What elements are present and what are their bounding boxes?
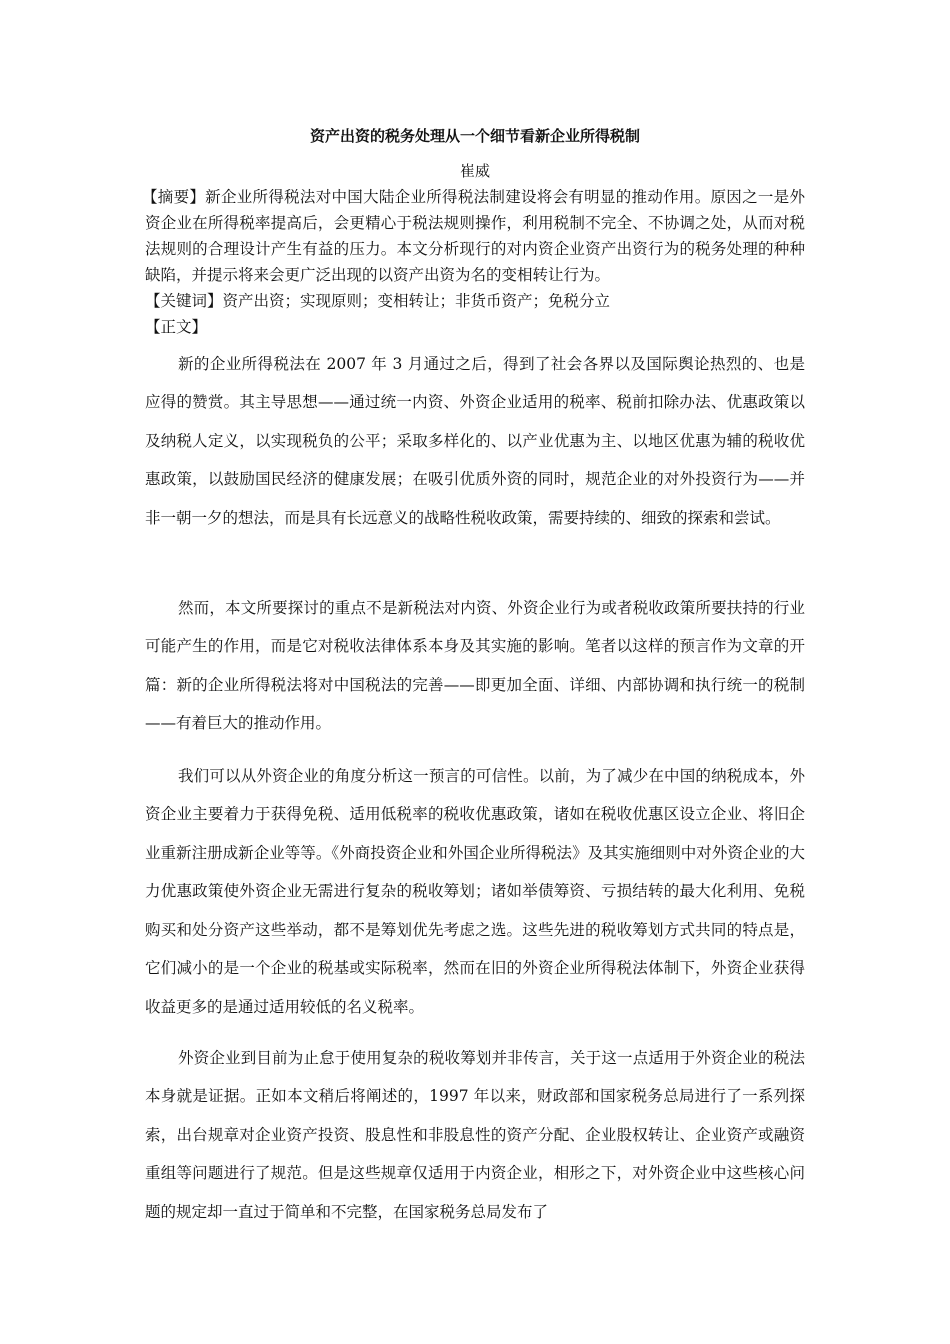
body-paragraph: 然而，本文所要探讨的重点不是新税法对内资、外资企业行为或者税收政策所要扶持的行业可能产生的作用，而是它对税收法律体系本身及其实施的影响。笔者以这样的预言作为文章的开篇：新的企业所得税法将对中国税法的完善——即更加全面、详细、内部协调和执行统一的税制——有着巨大的推动作用。: [145, 598, 805, 733]
keywords: [145, 288, 805, 314]
body-label: 【正文】: [145, 318, 208, 336]
abstract-label: 【摘要】: [142, 188, 206, 206]
document-title: 资产出资的税务处理从一个细节看新企业所得税制: [309, 127, 640, 145]
body-paragraph: 我们可以从外资企业的角度分析这一预言的可信性。以前，为了减少在中国的纳税成本，外资企业主要着力于获得免税、适用低税率的税收优惠政策，诸如在税收优惠区设立企业、将旧企业重新注册成新企业等等。《外商投资企业和外国企业所得税法》及其实施细则中对外资企业的大力优惠政策使外资企业无需进行复杂的税收筹划；诸如举债筹资、亏损结转的最大化利用、免税购买和处分资产这些举动，都不是筹划优先考虑之选。这些先进的税收筹划方式共同的特点是，它们减小的是一个企业的税基或实际税率，然而在旧的外资企业所得税法体制下，外资企业获得收益更多的是通过适用较低的名义税率。: [145, 766, 805, 1017]
keywords-label: 【关键词】: [145, 292, 223, 310]
abstract: [142, 184, 805, 288]
abstract-text: 新企业所得税法对中国大陆企业所得税法制建设将会有明显的推动作用。原因之一是外资企业在所得税率提高后，会更精心于税法规则操作，利用税制不完全、不协调之处，从而对税法规则的合理设计产生有益的压力。本文分析现行的对内资企业资产出资行为的税务处理的种种缺陷，并提示将来会更广泛出现的以资产出资为名的变相转让行为。: [145, 188, 805, 284]
body-paragraph: 新的企业所得税法在 2007 年 3 月通过之后，得到了社会各界以及国际舆论热烈的、也是应得的赞赏。其主导思想——通过统一内资、外资企业适用的税率、税前扣除办法、优惠政策以及纳税人定义，以实现税负的公平；采取多样化的、以产业优惠为主、以地区优惠为辅的税收优惠政策，以鼓励国民经济的健康发展；在吸引优质外资的同时，规范企业的对外投资行为——并非一朝一夕的想法，而是具有长远意义的战略性税收政策，需要持续的、细致的探索和尝试。: [145, 354, 805, 527]
author-name: 崔威: [459, 162, 490, 180]
keywords-text: 资产出资；实现原则；变相转让；非货币资产；免税分立: [222, 292, 611, 310]
body-paragraph: 外资企业到目前为止怠于使用复杂的税收筹划并非传言，关于这一点适用于外资企业的税法本身就是证据。正如本文稍后将阐述的，1997 年以来，财政部和国家税务总局进行了一系列探索，出台规章对企业资产投资、股息性和非股息性的资产分配、企业股权转让、企业资产或融资重组等问题进行了规范。但是这些规章仅适用于内资企业，相形之下，对外资企业中这些核心问题的规定却一直过于简单和不完整，在国家税务总局发布了: [145, 1048, 805, 1221]
